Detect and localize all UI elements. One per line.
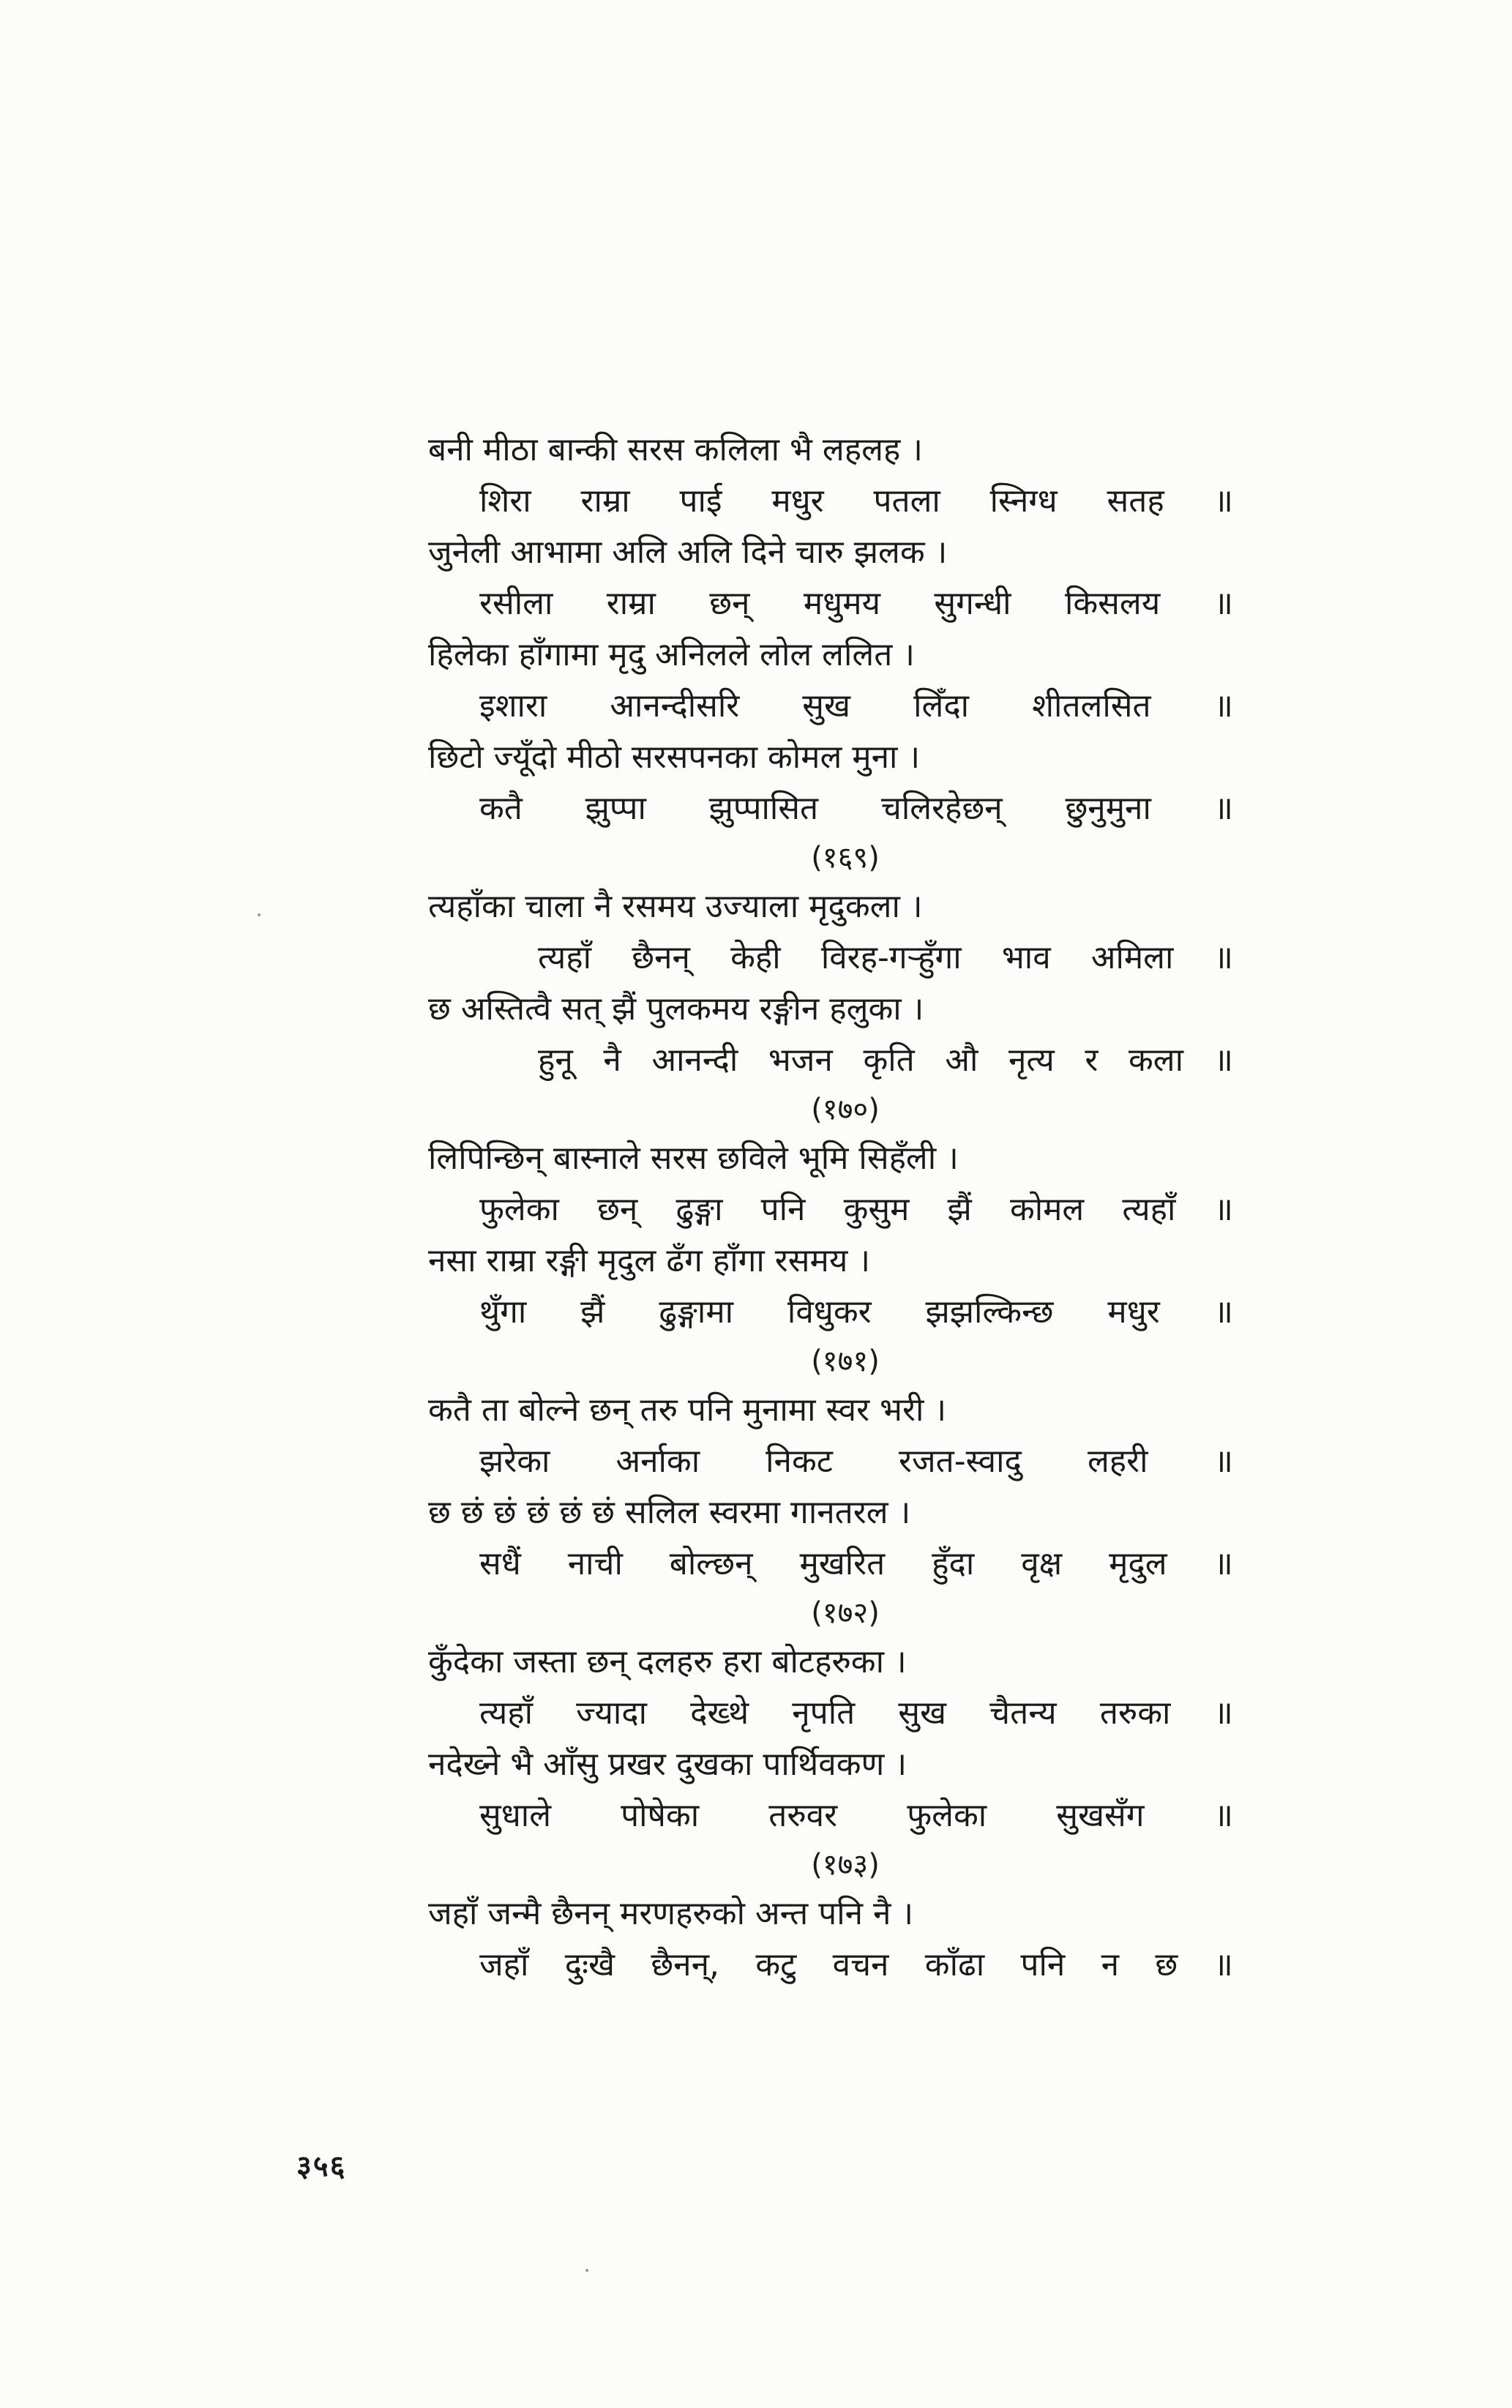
- poem-line: त्यहाँका चाला नै रसमय उज्याला मृदुकला ।: [428, 888, 923, 925]
- scan-speck: [258, 913, 261, 916]
- stanza: [428, 1133, 1233, 1385]
- poem-line: त्यहाँ ज्यादा देख्थे नृपति सुख चैतन्य तरुका ॥: [479, 1694, 1233, 1732]
- poem-line: नसा राम्रा रङ्गी मृदुल ढँग हाँगा रसमय ।: [428, 1242, 871, 1279]
- poem-line: इशारा आनन्दीसरि सुख लिँदा शीतलसित ॥: [479, 687, 1233, 725]
- poem-line: सधैं नाची बोल्छन् मुखरित हुँदा वृक्ष मृदुल ॥: [479, 1545, 1233, 1582]
- poem-line: शिरा राम्रा पाई मधुर पतला स्निग्ध सतह ॥: [479, 482, 1233, 520]
- poem-line: फुलेका छन् ढुङ्गा पनि कुसुम झैं कोमल त्यहाँ ॥: [479, 1191, 1233, 1228]
- stanza: [428, 881, 1233, 1133]
- verse-number: (१७१): [811, 1345, 880, 1378]
- poem-line: नदेख्ने भै आँसु प्रखर दुखका पार्थिवकण ।: [428, 1746, 907, 1783]
- page-number: ३५६: [296, 2150, 347, 2183]
- poem-line: कुँदेका जस्ता छन् दलहरु हरा बोटहरुका ।: [428, 1643, 907, 1680]
- poem-line: बनी मीठा बान्की सरस कलिला भै लहलह ।: [428, 431, 923, 468]
- poem-line: जुनेली आभामा अलि अलि दिने चारु झलक ।: [428, 534, 948, 571]
- poem-line: त्यहाँ छैनन् केही विरह-गऱ्हुँगा भाव अमिला ॥: [538, 939, 1233, 976]
- stanza: [428, 425, 1233, 881]
- poem-line: सुधाले पोषेका तरुवर फुलेका सुखसँग ॥: [479, 1797, 1233, 1834]
- verse-number: (१७३): [811, 1848, 880, 1882]
- poem-line: रसीला राम्रा छन् मधुमय सुगन्धी किसलय ॥: [479, 585, 1233, 622]
- stanza: [428, 1637, 1233, 1888]
- poem-body: [428, 425, 1233, 1991]
- poem-line: कतै झुप्पा झुप्पासित चलिरहेछन् छुनुमुना ॥: [479, 790, 1233, 827]
- stanza: [428, 1888, 1233, 1991]
- scan-speck: [585, 2269, 588, 2272]
- verse-number: (१७०): [811, 1093, 880, 1126]
- poem-line: जहाँ जन्मै छैनन् मरणहरुको अन्त पनि नै ।: [428, 1895, 914, 1932]
- poem-line: झरेका अर्नाका निकट रजत-स्वादु लहरी ॥: [479, 1443, 1233, 1480]
- poem-line: जहाँ दुःखै छैनन्, कटु वचन काँढा पनि न छ ॥: [479, 1946, 1233, 1983]
- verse-number: (१६९): [811, 841, 880, 875]
- poem-line: छिटो ज्यूँदो मीठो सरसपनका कोमल मुना ।: [428, 739, 921, 776]
- stanza: [428, 1385, 1233, 1637]
- verse-number: (१७२): [811, 1596, 880, 1630]
- poem-line: थुँगा झैं ढुङ्गामा विधुकर झझल्किन्छ मधुर ॥: [479, 1293, 1233, 1331]
- poem-line: हिलेका हाँगामा मृदु अनिलले लोल ललित ।: [428, 636, 915, 673]
- poem-line: लिपिन्छिन् बास्नाले सरस छविले भूमि सिहँली ।: [428, 1140, 959, 1177]
- poem-line: छ अस्तित्वै सत् झैं पुलकमय रङ्गीन हलुका ।: [428, 990, 924, 1028]
- poem-line: कतै ता बोल्ने छन् तरु पनि मुनामा स्वर भरी ।: [428, 1391, 947, 1429]
- poem-line: हुनू नै आनन्दी भजन कृति औ नृत्य र कला ॥: [538, 1042, 1233, 1079]
- poem-line: छ छं छं छं छं छं सलिल स्वरमा गानतरल ।: [428, 1494, 911, 1531]
